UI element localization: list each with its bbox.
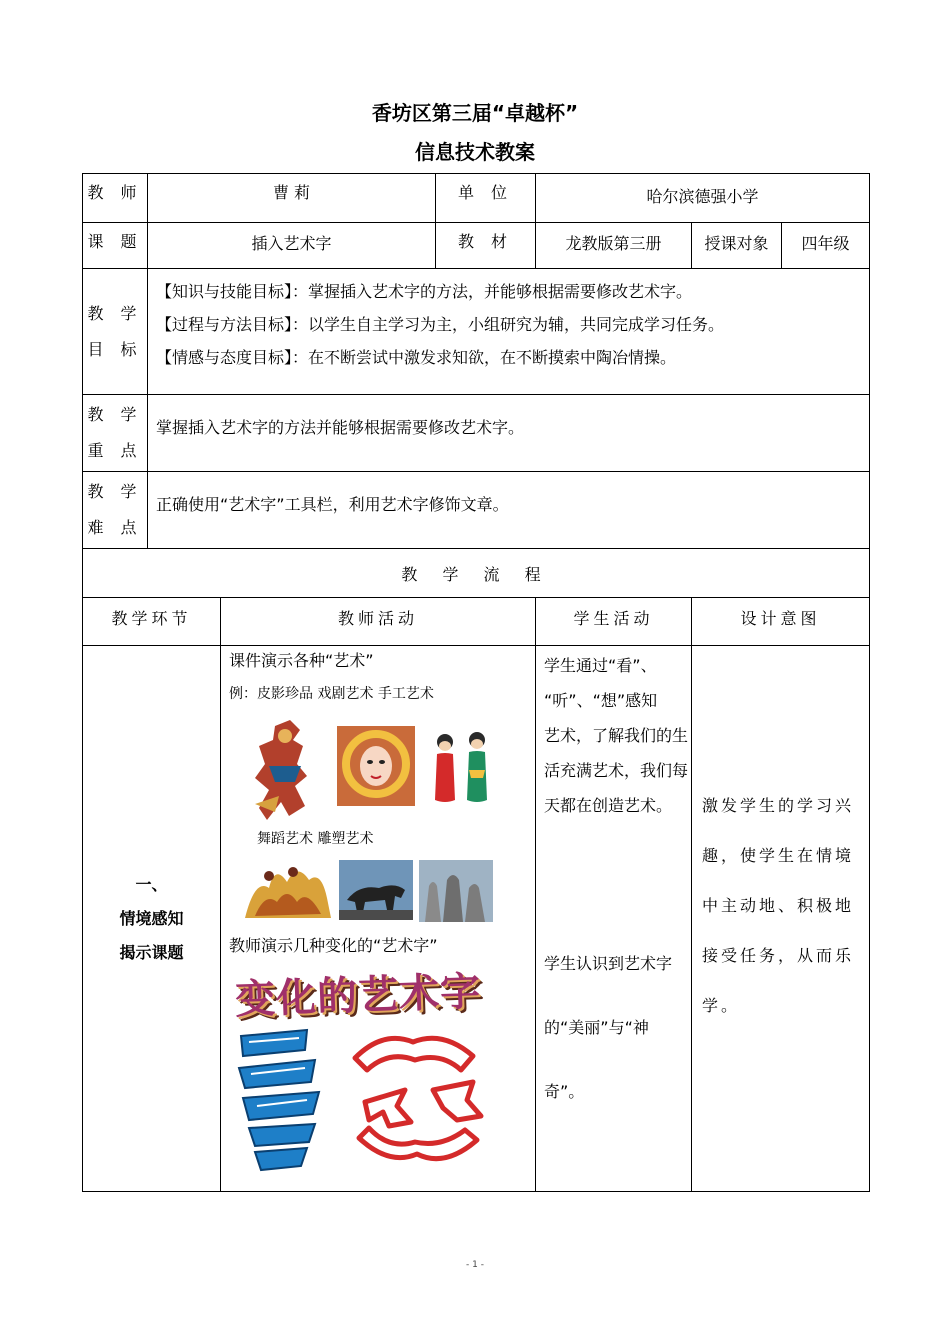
textbook-value: 龙教版第三册 bbox=[536, 223, 692, 269]
info-row-topic bbox=[83, 223, 870, 269]
textbook-label: 教 材 bbox=[436, 223, 536, 269]
teacher-line-3: 舞蹈艺术 雕塑艺术 bbox=[257, 831, 374, 847]
lesson-plan-table bbox=[82, 173, 870, 1192]
goals-row bbox=[83, 269, 870, 395]
target-label: 授课对象 bbox=[692, 223, 782, 269]
goal-emotion: 【情感与态度目标】：在不断尝试中激发求知欲，在不断摸索中陶冶情操。 bbox=[156, 348, 677, 367]
focus-row bbox=[83, 395, 870, 472]
flow-heading: 教 学 流 程 bbox=[83, 549, 870, 598]
teacher-value: 曹 莉 bbox=[148, 174, 436, 223]
stage1-student-activity: 学生通过“看”、 “听”、“想”感知 艺术，了解我们的生 活充满艺术，我们每 天都在创造艺术。 学生认识到艺术字 的“美丽”与“神 奇”。 bbox=[536, 646, 692, 1192]
difficulty-row bbox=[83, 472, 870, 549]
col-stage: 教学环节 bbox=[83, 598, 221, 646]
target-value: 四年级 bbox=[782, 223, 870, 269]
goal-process: 【过程与方法目标】：以学生自主学习为主，小组研究为辅，共同完成学习任务。 bbox=[156, 315, 725, 334]
stage1-design-intent: 激发学生的学习兴 趣，使学生在情境 中主动地、积极地 接受任务，从而乐 学。 bbox=[692, 646, 870, 1192]
topic-label: 课 题 bbox=[83, 223, 148, 269]
info-row-teacher bbox=[83, 174, 870, 223]
col-student-activity: 学生活动 bbox=[536, 598, 692, 646]
focus-content: 掌握插入艺术字的方法并能够根据需要修改艺术字。 bbox=[148, 395, 870, 472]
page-number: - 1 - bbox=[466, 1260, 484, 1270]
document-subtitle: 信息技术教案 bbox=[415, 140, 535, 164]
col-design-intent: 设计意图 bbox=[692, 598, 870, 646]
goals-label: 教 学 目 标 bbox=[83, 269, 148, 395]
unit-value: 哈尔滨德强小学 bbox=[536, 174, 870, 223]
dance-image bbox=[235, 858, 335, 924]
opera-mask-image bbox=[337, 726, 415, 806]
goals-content bbox=[148, 269, 870, 395]
handicraft-image bbox=[425, 730, 495, 806]
shadow-puppet-image bbox=[245, 716, 325, 826]
flow-heading-row bbox=[83, 549, 870, 598]
flow-column-headers bbox=[83, 598, 870, 646]
wordart-circle-red bbox=[333, 1026, 497, 1176]
teacher-label: 教 师 bbox=[83, 174, 148, 223]
sculpture-bull-image bbox=[339, 860, 413, 920]
teacher-line-2: 例：皮影珍品 戏剧艺术 手工艺术 bbox=[229, 686, 434, 702]
col-teacher-activity: 教师活动 bbox=[221, 598, 536, 646]
wordart-main: 变化的艺术字 bbox=[234, 968, 482, 1024]
difficulty-label: 教 学 难 点 bbox=[83, 472, 148, 549]
focus-label: 教 学 重 点 bbox=[83, 395, 148, 472]
document-title: 香坊区第三届“卓越杯” bbox=[371, 101, 579, 125]
goal-knowledge: 【知识与技能目标】：掌握插入艺术字的方法，并能够根据需要修改艺术字。 bbox=[156, 282, 693, 301]
teacher-line-1: 课件演示各种“艺术” bbox=[229, 651, 374, 670]
stage1-name: 一、 情境感知 揭示课题 bbox=[83, 646, 221, 1192]
difficulty-content: 正确使用“艺术字”工具栏，利用艺术字修饰文章。 bbox=[148, 472, 870, 549]
stage1-row bbox=[83, 646, 870, 1192]
sculpture-statues-image bbox=[419, 860, 493, 922]
stage1-teacher-activity bbox=[221, 646, 536, 1192]
unit-label: 单 位 bbox=[436, 174, 536, 223]
teacher-line-4: 教师演示几种变化的“艺术字” bbox=[229, 936, 438, 955]
wordart-wavy-blue bbox=[235, 1028, 345, 1178]
topic-value: 插入艺术字 bbox=[148, 223, 436, 269]
